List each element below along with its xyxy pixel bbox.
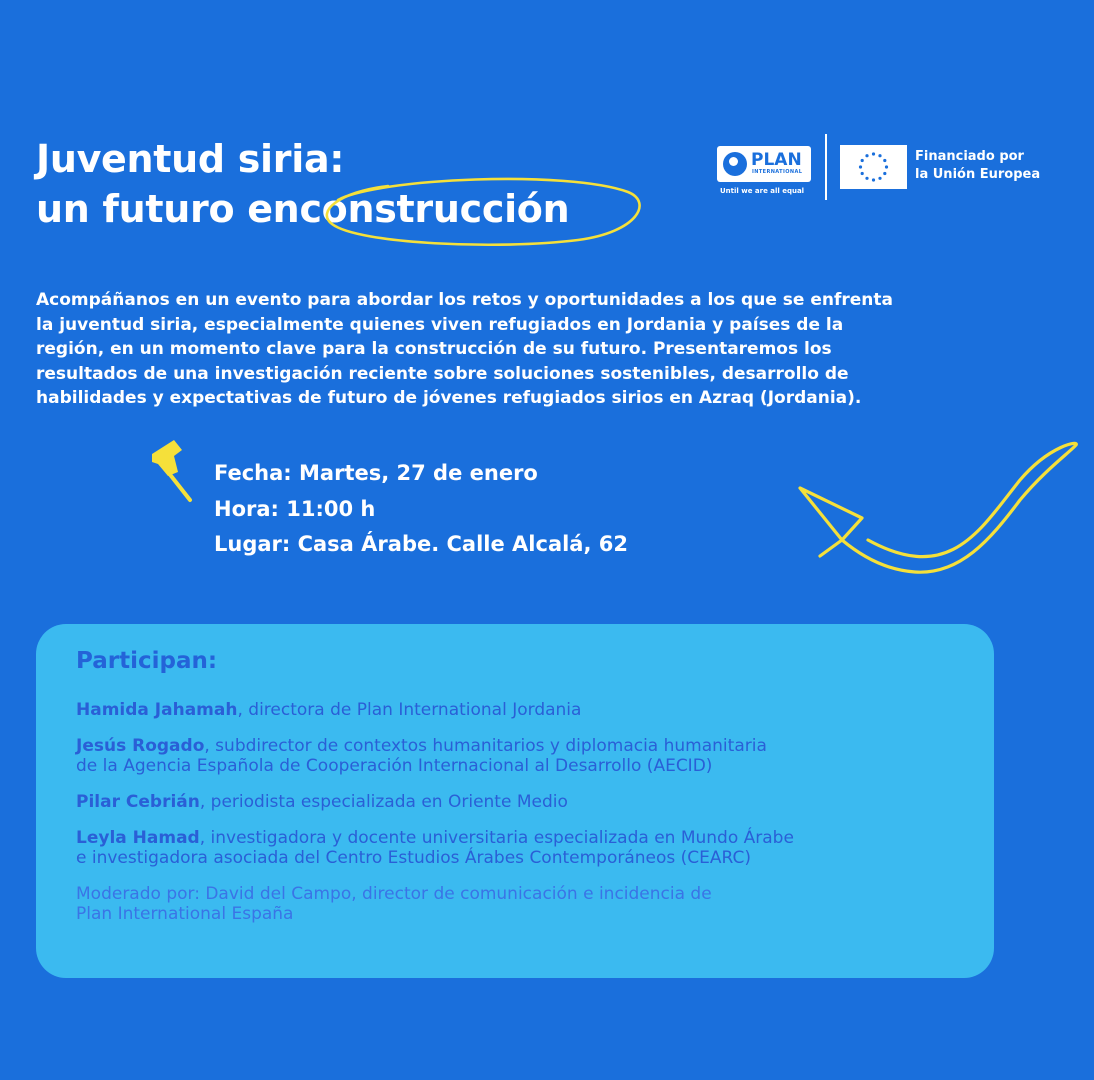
- eu-flag-icon: [840, 145, 907, 189]
- highlight-circle-icon: [318, 170, 648, 254]
- pushpin-icon: [144, 436, 200, 504]
- intro-line: región, en un momento clave para la construcción de su futuro. Presentaremos los: [36, 339, 832, 360]
- participant-role: , investigadora y docente universitaria especializada en Mundo Árabe: [199, 828, 794, 848]
- intro-line: Acompáñanos en un evento para abordar los retos y oportunidades a los que se enfrenta: [36, 290, 893, 310]
- intro-line: resultados de una investigación reciente sobre soluciones sostenibles, desarrollo de: [36, 363, 849, 384]
- moderator: [76, 884, 976, 924]
- intro-line: la juventud siria, especialmente quienes viven refugiados en Jordania y países de la: [36, 314, 844, 335]
- participant-role: , directora de Plan International Jordania: [237, 700, 582, 720]
- event-details: [214, 456, 628, 563]
- eu-text-line-2: la Unión Europea: [915, 167, 1041, 182]
- plan-logo-word: PLAN: [751, 150, 802, 170]
- title-line-2-prefix: un futuro en: [36, 187, 300, 231]
- participants-list: [76, 700, 976, 940]
- participant-item: [76, 700, 976, 720]
- title-line-1: Juventud siria:: [36, 137, 345, 181]
- logo-divider: [825, 134, 827, 200]
- participant-name: Leyla Hamad: [76, 828, 200, 848]
- participant-role-continued: e investigadora asociada del Centro Estudios Árabes Contemporáneos (CEARC): [76, 848, 752, 868]
- panel-title: Participan:: [76, 648, 218, 674]
- event-time: Hora: 11:00 h: [214, 496, 376, 521]
- eu-funding-text: [915, 148, 1040, 184]
- participant-role: , periodista especializada en Oriente Medio: [199, 792, 568, 812]
- participant-role: , subdirector de contextos humanitarios y diplomacia humanitaria: [204, 736, 767, 756]
- moderator-line-2: Plan International España: [76, 904, 294, 924]
- participant-name: Hamida Jahamah: [76, 700, 238, 720]
- event-location: Lugar: Casa Árabe. Calle Alcalá, 62: [214, 532, 628, 556]
- plan-logo-icon: [723, 152, 747, 176]
- participant-item: [76, 828, 976, 868]
- participant-role-continued: de la Agencia Española de Cooperación Internacional al Desarrollo (AECID): [76, 756, 713, 776]
- intro-paragraph: [36, 288, 1016, 411]
- participant-item: [76, 792, 976, 812]
- plan-logo-sub: INTERNATIONAL: [752, 169, 803, 175]
- title-highlight: construcción: [299, 187, 570, 231]
- moderator-line-1: Moderado por: David del Campo, director de comunicación e incidencia de: [76, 884, 712, 904]
- plan-tagline: Until we are all equal: [720, 187, 805, 195]
- eu-text-line-1: Financiado por: [915, 149, 1024, 164]
- participants-panel: [36, 624, 994, 978]
- plan-international-logo: [717, 146, 811, 182]
- participant-name: Pilar Cebrián: [76, 792, 200, 812]
- participant-name: Jesús Rogado: [76, 736, 205, 756]
- event-date: Fecha: Martes, 27 de enero: [214, 461, 538, 485]
- logos-bar: [716, 134, 1066, 202]
- intro-line: habilidades y expectativas de futuro de jóvenes refugiados sirios en Azraq (Jordania).: [36, 388, 862, 409]
- participant-item: [76, 736, 976, 776]
